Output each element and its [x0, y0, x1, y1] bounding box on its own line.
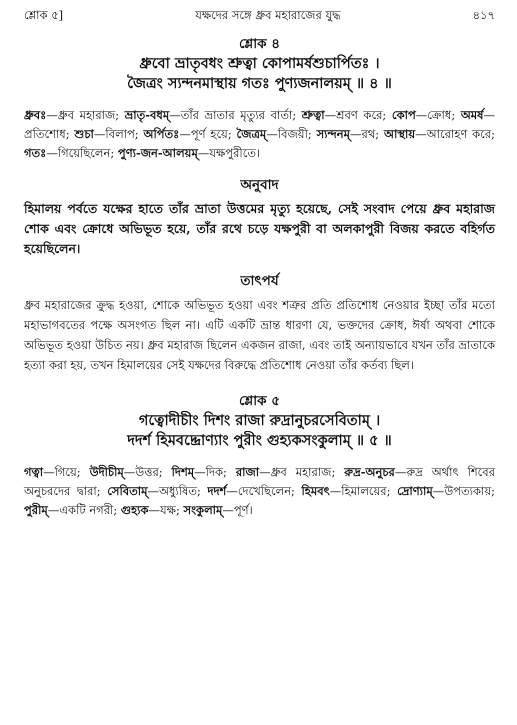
- synonym-word: দ্রোণ্যাম্‌: [397, 484, 433, 498]
- synonym-word: ধ্রুবঃ: [24, 108, 47, 122]
- synonym-meaning: বিলাপ;: [105, 127, 139, 141]
- purport-heading: তাৎপর্য: [240, 273, 279, 289]
- verse-5-synonyms: গত্বা—গিয়ে; উদীচীম্‌—উত্তর; দিশম্‌—দিক; রাজা—ধ্রুব মহারাজ; রুদ্র-অনুচর—রুদ্র অর্থাৎ শিবের অনুচরদের দ্বারা; সেবিতাম্‌—অধ্যুষিত; দদর্শ—দেখেছিলেন; হিমবৎ—হিমালয়ের; দ্রোণ্যাম্‌—উপত্যকায়; পুরীম্‌—একটি নগরী; গুহ্যক—যক্ষ; সংকুলাম্‌—পূর্ণ।: [24, 465, 496, 517]
- synonym-word: শ্রুত্বা: [301, 108, 325, 122]
- header-title: যক্ষদের সঙ্গে ধ্রুব মহারাজের যুদ্ধ: [195, 8, 341, 22]
- synonym-word: জৈত্রম্‌: [236, 127, 267, 141]
- verse-5-line-2: দদর্শ হিমবদ্দ্রোণ্যাং পুরীং গুহ্যকসংকুলাম্‌ ॥ ৫ ॥: [127, 432, 392, 449]
- synonym-meaning: উপত্যকায়;: [444, 484, 495, 498]
- synonym-word: শুচা: [74, 127, 94, 141]
- verse-4-synonyms: ধ্রুবঃ—ধ্রুব মহারাজ; ভ্রাতৃ-বধম্‌—তাঁর ভ্রাতার মৃত্যুর বার্তা; শ্রুত্বা—শ্রবণ করে; কোপ—ক্রোধ; অমর্ষ—প্রতিশোধ; শুচা—বিলাপ; অর্পিতঃ—পূর্ণ হয়ে; জৈত্রম্‌—বিজয়ী; স্যন্দনম্‌—রথ; আস্থায়—আরোহণ করে; গতঃ—গিয়েছিলেন; পুণ্য-জন-আলয়ম্‌—যক্ষপুরীতে।: [24, 108, 496, 160]
- synonym-meaning: যক্ষ;: [160, 503, 180, 517]
- synonym-word: আস্থায়: [383, 127, 416, 141]
- synonym-meaning: আরোহণ করে;: [426, 127, 496, 141]
- synonym-word: স্যন্দনম্‌: [316, 127, 350, 141]
- synonym-word: রাজা: [235, 465, 260, 479]
- synonym-word: ভ্রাতৃ-বধম্‌: [124, 108, 170, 122]
- synonym-meaning: গিয়ে;: [54, 465, 81, 479]
- synonym-word: গুহ্যক: [120, 503, 149, 517]
- synonym-word: পুণ্য-জন-আলয়ম্‌: [117, 146, 198, 160]
- synonym-word: উদীচীম্‌: [89, 465, 124, 479]
- synonym-meaning: দেখেছিলেন;: [237, 484, 295, 498]
- synonym-meaning: উত্তর;: [135, 465, 163, 479]
- synonym-word: অমর্ষ: [460, 108, 484, 122]
- page-number: ৪১৭: [472, 8, 495, 22]
- synonym-meaning: পূর্ণ।: [233, 503, 253, 517]
- synonym-meaning: হিমালয়ের;: [341, 484, 391, 498]
- synonym-meaning: বিজয়ী;: [277, 127, 312, 141]
- verse-4-line-2: জৈত্রং স্যন্দনমাস্থায় গতঃ পুণ্যজনালয়ম্‌ ॥ ৪ ॥: [127, 75, 392, 92]
- synonym-meaning: অধ্যুষিত;: [159, 484, 201, 498]
- synonym-meaning: ধ্রুব মহারাজ;: [57, 108, 120, 122]
- verse-5-heading: শ্লোক ৫: [238, 393, 281, 409]
- header-left: শ্লোক ৫]: [24, 8, 64, 22]
- synonym-meaning: ধ্রুব মহারাজ;: [270, 465, 336, 479]
- synonym-word: সেবিতাম্‌: [107, 484, 148, 498]
- synonym-word: গত্বা: [24, 465, 44, 479]
- verse-4-heading: শ্লোক ৪: [238, 36, 281, 52]
- synonym-word: দিশম্‌: [171, 465, 195, 479]
- synonym-meaning: দিক;: [205, 465, 227, 479]
- synonym-meaning: রুদ্র অর্থাৎ শিবের অনুচরদের দ্বারা;: [24, 465, 496, 498]
- translation-heading: অনুবাদ: [240, 177, 279, 193]
- synonym-meaning: যক্ষপুরীতে।: [209, 146, 261, 160]
- synonym-word: কোপ: [391, 108, 416, 122]
- synonym-meaning: পূর্ণ হয়ে;: [190, 127, 232, 141]
- synonym-word: সংকুলাম্‌: [183, 503, 223, 517]
- verse-4-line-1: ধ্রুবো ভ্রাতৃবধং শ্রুত্বা কোপামর্ষশুচার্পিতঃ ।: [139, 55, 380, 72]
- synonym-word: হিমবৎ: [301, 484, 330, 498]
- translation-text: হিমালয় পর্বতে যক্ষের হাতে তাঁর ভ্রাতা উত্তমের মৃত্যু হয়েছে, সেই সংবাদ পেয়ে ধ্রুব মহারাজ শোক এবং ক্রোধে অভিভূত হয়ে, তাঁর রথে চড়ে যক্ষপুরী বা অলকাপুরী বিজয় করতে বহির্গত হয়েছিলেন।: [24, 201, 495, 256]
- synonym-meaning: শ্রবণ করে;: [336, 108, 387, 122]
- synonym-meaning: প্রতিশোধ;: [24, 127, 70, 141]
- verse-5-line-1: গত্বোদীচীং দিশং রাজা রুদ্রানুচরসেবিতাম্‌ ।: [138, 412, 381, 429]
- synonym-meaning: রথ;: [361, 127, 380, 141]
- synonym-meaning: ক্রোধ;: [427, 108, 456, 122]
- synonym-meaning: গিয়েছিলেন;: [57, 146, 115, 160]
- synonym-word: অর্পিতঃ: [143, 127, 180, 141]
- synonym-meaning: একটি নগরী;: [59, 503, 118, 517]
- synonym-word: পুরীম্‌: [24, 503, 48, 517]
- purport-text: ধ্রুব মহারাজের ক্রুদ্ধ হওয়া, শোকে অভিভূত হওয়া এবং শত্রুর প্রতি প্রতিশোধ নেওয়ার ইচ্ছা তাঁর মতো মহাভাগবতের পক্ষে অসংগত ছিল না। এটি একটি ভ্রান্ত ধারণা যে, ভক্তদের ক্রোধ, ঈর্ষা অথবা শোকে অভিভূত হওয়া উচিত নয়। ধ্রুব মহারাজ ছিলেন একজন রাজা, এবং তাই অন্যায়ভাবে যখন তাঁর ভ্রাতাকে হত্যা করা হয়, তখন হিমালয়ের সেই যক্ষদের বিরুদ্ধে প্রতিশোধ নেওয়া তাঁর কর্তব্য ছিল।: [24, 298, 495, 372]
- synonym-meaning: তাঁর ভ্রাতার মৃত্যুর বার্তা;: [180, 108, 297, 122]
- synonym-word: রুদ্র-অনুচর: [344, 465, 395, 479]
- running-header: [24, 0, 495, 28]
- synonym-word: গতঃ: [24, 146, 47, 160]
- synonym-word: দদর্শ: [207, 484, 227, 498]
